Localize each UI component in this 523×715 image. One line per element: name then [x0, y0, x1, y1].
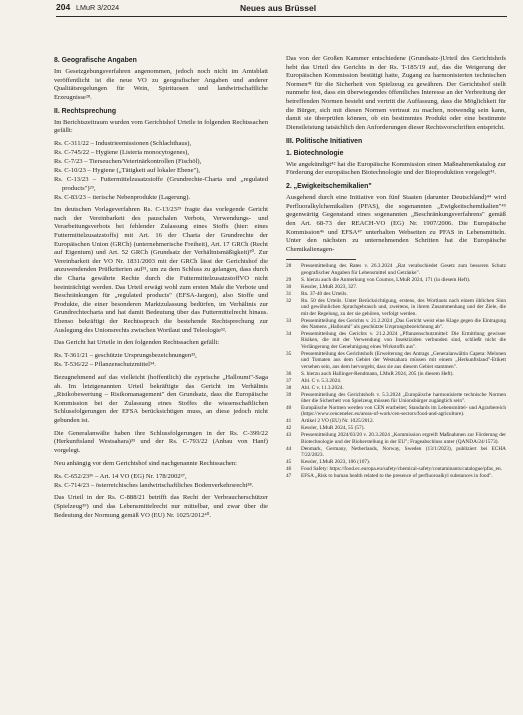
footnote: [286, 418, 506, 424]
paragraph-forever-chemicals: Ausgehend durch eine Initiative von fünf Staaten (darunter Deutschland)⁴⁴ wird Perfluoralkylchemikalien (PFAS), die sogenannten „Ewigkeitschemikalien"⁴⁵ gegenwärtig Gegenstand eines sogenannten „Beschränkungsverfahrens" gemäß den Art. 68-73 der REACH-VO (EG) Nr. 1907/2006. Die Europäische Kommission⁴⁶ und EFSA⁴⁷ unterhalten Webseiten zu PFAS in Lebensmitteln. Unter den nächsten zu unternehmenden Schritten hat die Europäische Chemikalienagen-: [286, 194, 506, 253]
footnotes: [286, 263, 506, 479]
paragraph-biotechnology: Wie angekündigt⁴² hat die Europäische Kommission einen Maßnahmenkatalog zur Förderung der europäischen Biotechnologie und der Bioproduktion vorgelegt⁴³.: [286, 160, 506, 177]
footnote-text: Rn. 50 des Urteils. Unter Berücksichtigung, erstens, des Wortlauts nach einem üblichen Sinn und gewöhnlichen Sprachgebrauch und, zweitens, in ihrem Zusammenhang und der Ziele, die mit der Regelung, zu der sie gehören, verfolgt werden.: [301, 297, 506, 317]
paragraph-geographical-indications: Im Gesetzgebungsverfahren angenommen, jedoch noch nicht im Amtsblatt veröffentlicht ist die neue VO zu geografischer Angaben und anderer Qualitätsregelungen für Wein, Spirituosen und landwirtschaftliche Erzeugnisse²⁸.: [54, 68, 268, 101]
footnote-number: 29: [286, 276, 292, 283]
footnote-number: 39: [286, 391, 292, 398]
footnote-number: 43: [286, 432, 292, 439]
footnote-number: 47: [286, 473, 292, 480]
paragraph-halloumi: Bezugnehmend auf das vielleicht (hoffentlich) die zyprische „Halloumi"-Saga ab. Im letztgenannten Urteil bekräftigte das Gericht im Verhältnis „Risikobewertung – Risikomanagement" den Grundsatz, dass die Europäische Kommission bei der Zulassung eines Stoffes die wissenschaftlichen Schlussfolgerungen der EFSA berücksichtigen muss, an diese jedoch nicht gebunden ist.: [54, 373, 268, 424]
footnote-number: 44: [286, 445, 292, 452]
paragraph-general-court: Das Gericht hat Urteile in den folgenden Rechtssachen gefällt:: [54, 339, 220, 347]
footnote: [286, 318, 506, 331]
footnote-text: EFSA „Risk to human health related to the presence of perfluoroalkyl substances in food".: [301, 473, 493, 480]
footnote-text: Food Safety: https://food.ec.europa.eu/safety/chemical-safety/contaminants/catalogue/pfas_en.: [301, 466, 502, 473]
footnote: [286, 298, 506, 317]
footnote-text: Kessler, LMuR 2023, 327.: [301, 283, 358, 290]
footnote: [286, 331, 506, 350]
footnote-text: Europäische Normen werden von CEN erarbeitet; Standards im Lebensmittel- und Agrarbereich (https://www.cencenelec.eu/areas-of-work/cen-sectors/food-and-agriculture).: [301, 404, 506, 418]
footnote-number: 36: [286, 370, 292, 377]
heading-geographical-indications: 8. Geografische Angaben: [54, 57, 137, 64]
footnote: [286, 405, 506, 418]
case-list-court-of-justice: [54, 140, 268, 202]
case-item: Rs. T-361/21 – geschützte Ursprungsbezeichnungen³³,: [54, 352, 197, 360]
case-list-pending: [54, 473, 268, 491]
case-item: Rs. C-7/23 – Tierseuchen/Veterinärkontrollen (Fischöl),: [54, 158, 202, 166]
footnote-number: 42: [286, 425, 292, 432]
case-item: Rs. C-13/23 – Futtermittelzusatzstoffe (Grundrechte-Charta und „regulated products")²⁹,: [54, 176, 268, 192]
footnote-text: Kessler, LMuR 2024, 55 (57).: [301, 425, 365, 432]
footnote-number: 38: [286, 384, 292, 391]
case-item: Rs. C-745/22 – Hygiene (Listeria monocytogenes),: [54, 149, 189, 157]
footnote: [286, 277, 506, 283]
footnote: [286, 459, 506, 465]
footnote: [286, 378, 506, 384]
footnote-text: Rn. 37-40 des Urteils.: [301, 290, 348, 297]
case-item: Rs. C-714/23 – österreichisches landwirtschaftliches Bodenverkehrsrecht³⁸.: [54, 481, 254, 489]
footnote-number: 35: [286, 350, 292, 357]
footnote-text: S. hierzu auch die Anmerkung von Coumos, LMuR 2024, 171 (in diesem Heft).: [301, 276, 471, 283]
footnote: [286, 425, 506, 431]
case-item: Rs. C-652/23³⁶ – Art. 14 VO (EG) Nr. 178/2002³⁷,: [54, 472, 187, 480]
footnote-text: Denmark, Germany, Netherlands, Norway, Sweden (13/1/2023), publiziert bei ECHA 7/22/2023.: [301, 445, 506, 459]
footnote-text: Pressemitteilung des Gerichtshofs (Erweiterung des Antrags „Generalanwältin Capeta: Melonen und Tomaten aus dem Gebiet der Westsahara müssen mit einem „Herkunftsland"-Etikett versehen sein, aus dem hervorgeht, dass sie aus diesem Gebiet stammen".: [301, 350, 506, 370]
heading-case-law: II. Rechtsprechung: [54, 107, 117, 115]
footnote-number: 28: [286, 263, 292, 270]
footnote-number: 32: [286, 297, 292, 304]
footnote: [286, 284, 506, 290]
footnote: [286, 466, 506, 472]
paragraph-continued: Das von der Großen Kammer entschiedene (Grundsatz-)Urteil des Gerichtshofs hebt das Urteil des Gerichts in der Rs. T-185/19 auf, das die Weigerung der Europäischen Kommission bestätigt hatte, Zugang zu harmonisierten technischen Normen⁴¹ für die Sicherheit von Spielzeug zu gewähren. Der Gerichtshof stellt nunmehr fest, dass ein überwiegendes öffentliches Interesse an der Verbreitung der betreffenden Normen besteht und vertritt die Auffassung, dass die Möglichkeit für die Bürger, sich mit diesen Normen vertraut zu machen, notwendig sein kann, damit sie überprüfen können, ob ein bestimmtes Produkt oder eine bestimmte Dienstleistung tatsächlich den Anforderungen dieser Rechtsvorschriften entspricht.: [286, 55, 506, 131]
footnote-number: 30: [286, 283, 292, 290]
footnote-number: 37: [286, 377, 292, 384]
footnote: [286, 473, 506, 479]
left-column: [54, 56, 268, 520]
paragraph-pending-cases: Neu anhängig vor dem Gerichtshof sind nachgenannte Rechtssachen:: [54, 459, 237, 467]
paragraph-c888-21: Das Urteil in der Rs. C-888/21 betrifft das Recht der Verbraucherschützer (Spielzeug³⁹) und das Lebensmittelrecht nur mittelbar, und zwar über die Bedeutung der Normung gemäß VO (EU) Nr. 1025/2012⁴⁰.: [54, 494, 268, 519]
section-title: Neues aus Brüssel: [240, 3, 317, 13]
case-item: Rs. C-83/23 – tierische Nebenprodukte (Lagerung).: [54, 193, 191, 201]
footnote-text: Kessler, LMuR 2023, 106 (107).: [301, 459, 371, 466]
running-header: [56, 0, 507, 17]
footnote-text: Pressemitteilung des Gerichts v. 21.2.2024 „Das Gericht weist eine Klage gegen die Eintragung des Namens „Halloumi" als geschützte Ursprungsbezeichnung ab".: [301, 317, 506, 330]
case-item: Rs. C-10/23 – Hygiene („Tätigkeit auf lokaler Ebene"),: [54, 167, 201, 175]
footnote-number: 33: [286, 317, 292, 324]
journal-issue: LMuR 3/2024: [76, 3, 120, 12]
heading-biotechnology: 1. Biotechnologie: [286, 149, 344, 157]
footnote: [286, 371, 506, 377]
case-item: Rs. T-536/22 – Pflanzenschutzmittel³⁴.: [54, 361, 156, 369]
paragraph-c13-23: Im deutschen Vorlageverfahren Rs. C-13/23²⁹ fragte das vorlegende Gericht nach der Vereinbarkeit des pauschalen Verbots, Verwendungs- und Verarbeitungsverbots bei fehlender Zulassung eines Stoffs (hier: eines Futtermittelzusatzstoffs) mit Art. 16 der Charta der Grundrechte der Europäischen Union (GRCh) (unternehmerische Freiheit), Art. 17 GRCh (Recht auf Eigentum) und Art. 52 GRCh (Grundsatz der Verhältnismäßigkeit)³⁰. Zur Vereinbarkeit der VO Nr. 1831/2003 mit der GRCh lässt der Gerichtshof die anzuwendenden Prüfkriterien auf³¹, um zu dem Schluss zu gelangen, dass durch die Charta gewährte Rechte durch die FuttermittelzusatzstoffVO nicht beeinträchtigt werden. Das Urteil erwägt wohl zum ersten Male die Verbote und Beschränkungen für „regulated products" (EFSA-Jargon), also Stoffe und Produkte, die einer besonderen Marktzulassung bedürfen, im Verhältnis zur Grundrechtecharta und hat damit Bedeutung über das Futtermittelrecht hinaus. Ebenso bekräftigt der Rechtsspruch die bestehende Rechtsprechung zur Auslegung des Unionsrechts zwischen Wortlaut und Teleologie³².: [54, 206, 268, 334]
footnote-separator: [286, 259, 356, 260]
footnote-number: 41: [286, 418, 292, 425]
footnote-text: Pressemitteilung 2024/03/20 v. 20.3.2024 „Kommission ergreift Maßnahmen zur Förderung der Biotechnologie und der Bioherstellung in der EU"; Frageabschluss unter (QANDA/24/1573).: [301, 432, 506, 445]
footnote: [286, 432, 506, 445]
case-item: Rs. C-311/22 – Industrieemissionen (Schlachthaus),: [54, 140, 192, 148]
heading-forever-chemicals: 2. „Ewigkeitschemikalien": [286, 183, 372, 191]
case-list-general-court: [54, 352, 268, 370]
footnote: [286, 385, 506, 391]
footnote: [286, 263, 506, 276]
footnote-number: 31: [286, 290, 292, 297]
footnote: [286, 291, 506, 297]
right-column: [286, 55, 506, 480]
footnote-text: Pressemitteilung des Gerichts v. 21.2.2024 „Pflanzenschutzmittel: Die Ermittlung gewisser Risiken, die mit der Verwendung von Insektiziden verbunden sind, schließt nicht die Verlängerung der Genehmigung eines Wirkstoffs aus".: [301, 330, 506, 350]
page-number: 204: [56, 2, 71, 12]
footnote-text: Pressemitteilung des Gerichtshofs v. 5.3.2024 „Europäische harmonisierte technische Normen über die Sicherheit von Spielzeug müssen für Unionsbürger zugänglich sein".: [301, 391, 506, 404]
footnote-number: 46: [286, 466, 292, 473]
footnote-number: 40: [286, 404, 292, 411]
footnote-text: Pressemitteilung des Rates v. 26.3.2024 „Rat verabschiedet Gesetz zum besseren Schutz geografischer Angaben für Lebensmittel und Getränke".: [301, 263, 506, 276]
footnote-number: 34: [286, 330, 292, 337]
footnote-text: Abl. C v. 11.3.2024.: [301, 384, 344, 391]
paragraph-case-law-intro: Im Berichtszeitraum wurden vom Gerichtshof Urteile in folgenden Rechtssachen gefällt:: [54, 118, 268, 135]
heading-political-initiatives: III. Politische Initiativen: [286, 137, 363, 145]
footnote-text: Abl. C v. 5.3.2024.: [301, 377, 342, 384]
paragraph-advocates-general: Die Generalanwälte haben ihre Schlussfolgerungen in der Rs. C-399/22 (Herkunftsland Westsahara)³⁵ und der Rs. C-793/22 (Anbau von Hanf) vorgelegt.: [54, 429, 268, 454]
footnote-text: Artikel 2 VO (EU) Nr. 1025/2012.: [301, 418, 375, 425]
footnote-number: 45: [286, 459, 292, 466]
footnote: [286, 392, 506, 405]
footnote: [286, 351, 506, 370]
footnote: [286, 446, 506, 459]
footnote-text: S. hierzu auch Hallinger-Rendmann, LMuR 2024, 205 (in diesem Heft).: [301, 370, 454, 377]
